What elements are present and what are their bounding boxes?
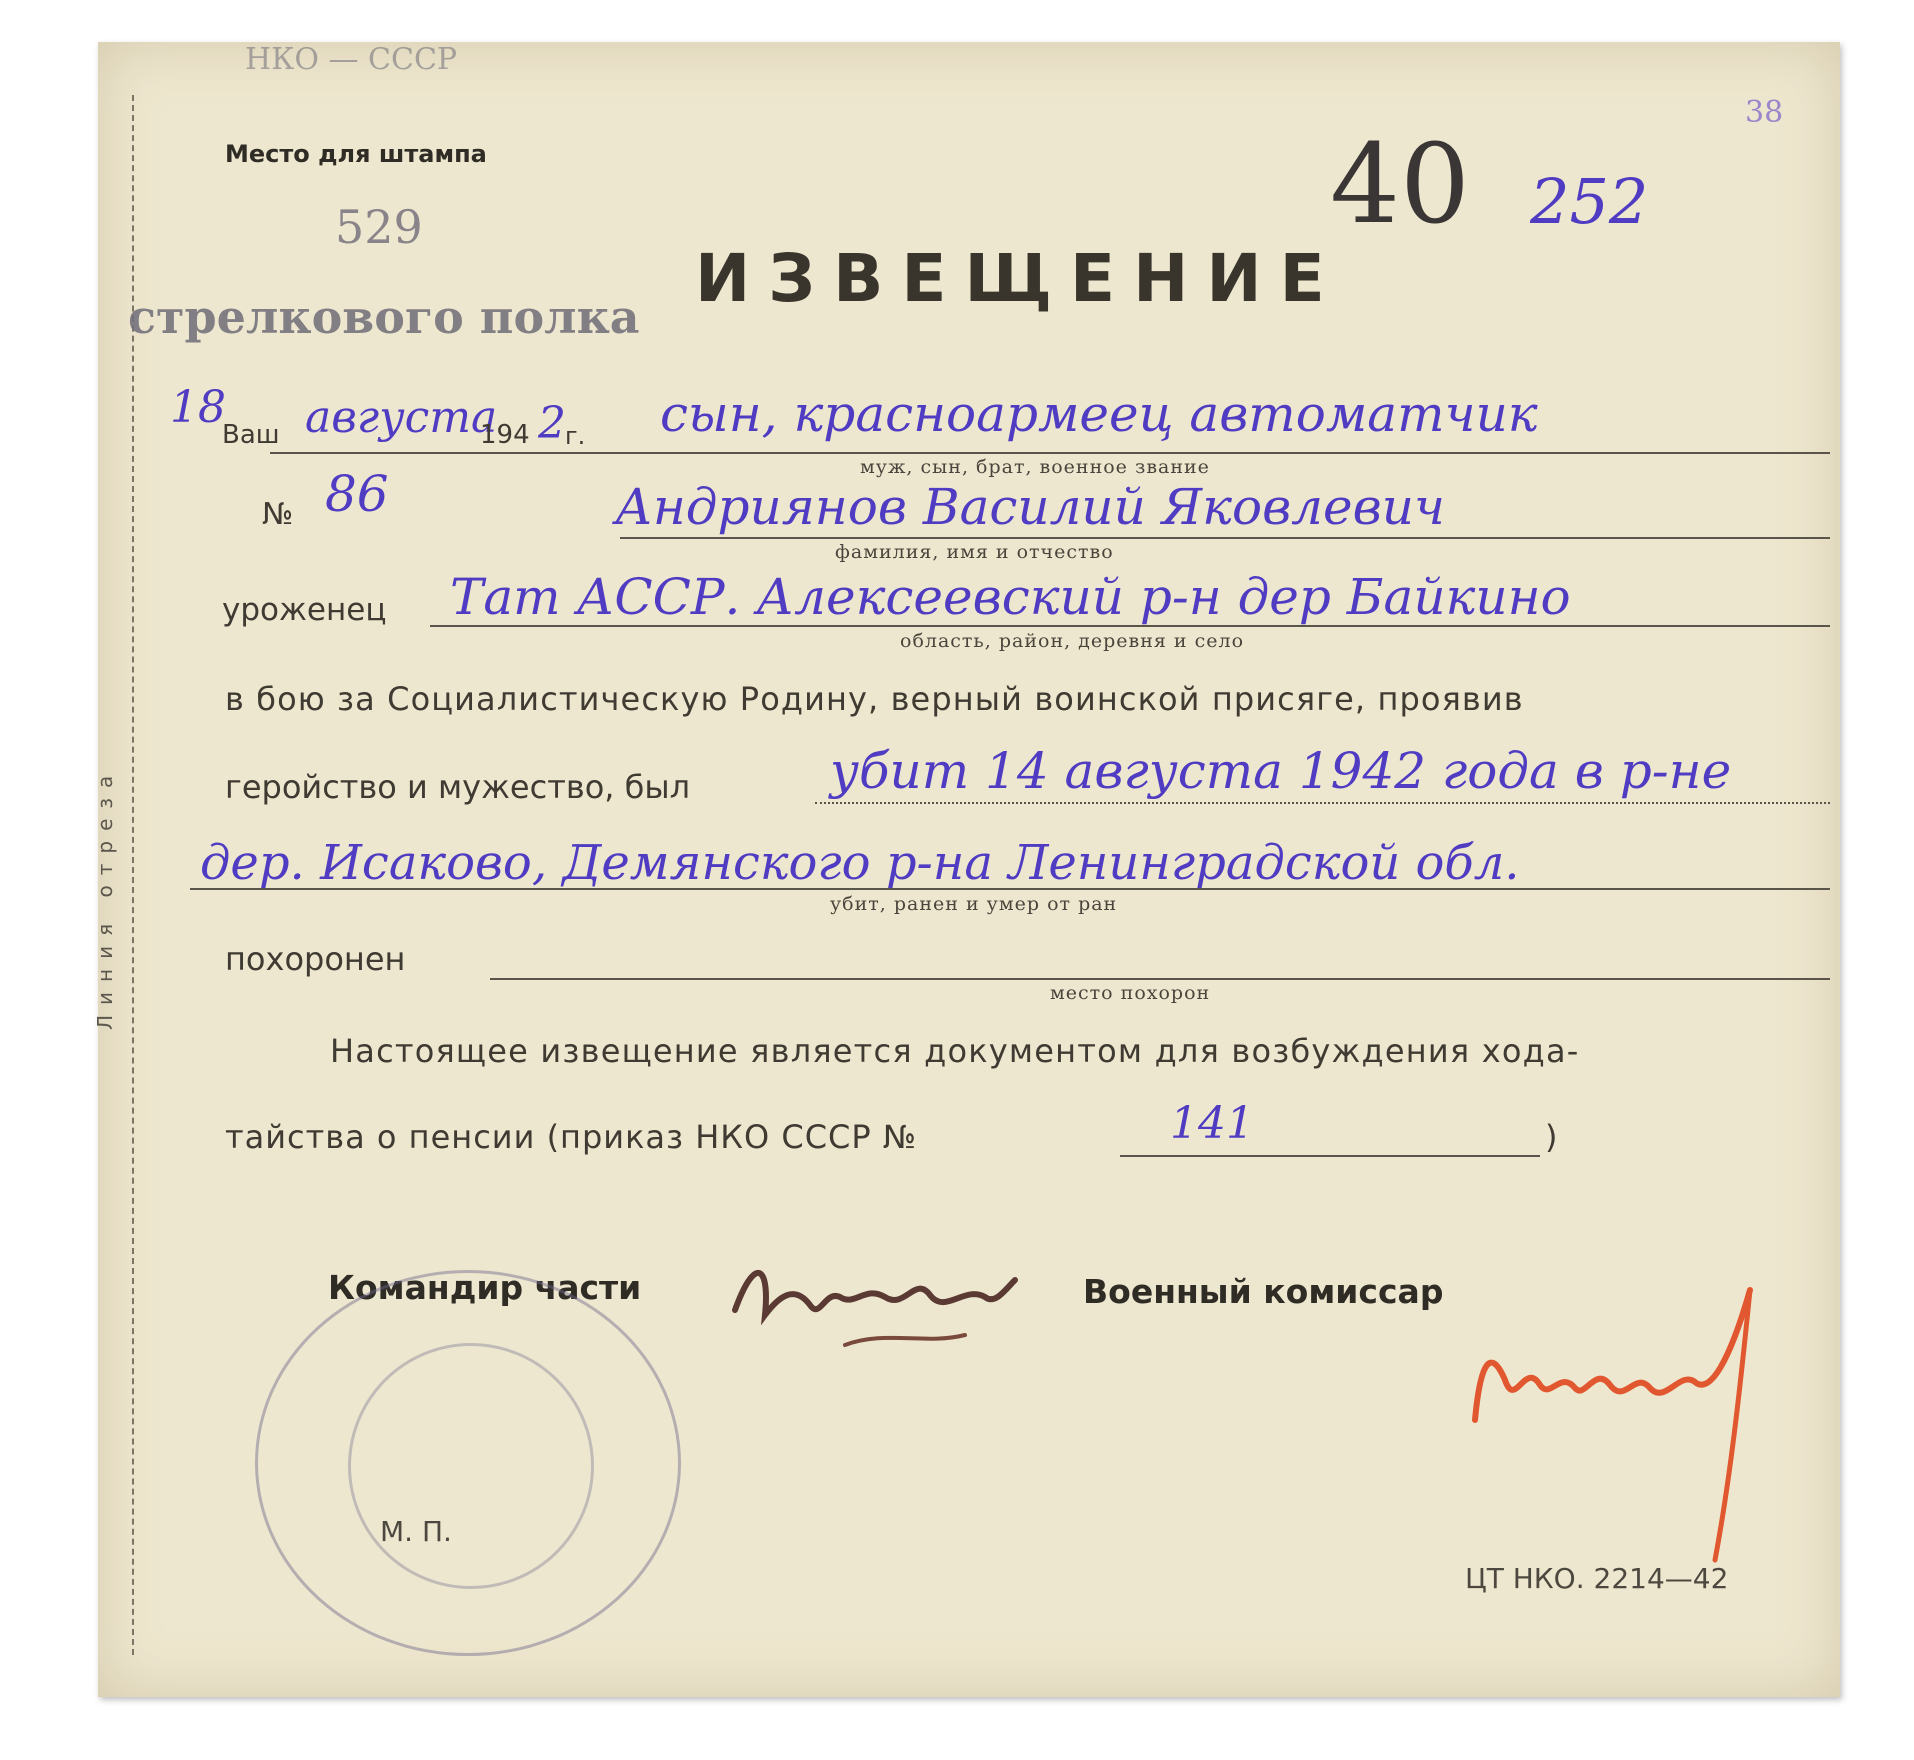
native-line bbox=[430, 625, 1830, 627]
order-number: 141 bbox=[1170, 1098, 1254, 1149]
killed-value-line2: дер. Исаково, Демянского р-на Ленинградской обл. bbox=[200, 835, 1520, 891]
notice-text-line2: тайства о пенсии (приказ НКО СССР № bbox=[225, 1118, 918, 1156]
close-paren: ) bbox=[1545, 1118, 1558, 1156]
commander-signature bbox=[725, 1235, 1025, 1365]
handwritten-number-black: 40 bbox=[1330, 120, 1470, 248]
year-suffix-label: г. bbox=[565, 422, 586, 450]
stamp-unit: стрелкового полка bbox=[128, 290, 640, 344]
killed-line1 bbox=[815, 802, 1830, 804]
unit-seal bbox=[255, 1270, 681, 1656]
stamp-place-label: Место для штампа bbox=[225, 140, 487, 168]
commander-label: Командир части bbox=[328, 1268, 642, 1307]
print-code: ЦТ НКО. 2214—42 bbox=[1465, 1562, 1729, 1595]
buried-line bbox=[490, 978, 1830, 980]
number-label: № bbox=[262, 497, 294, 532]
native-value: Тат АССР. Алексеевский р-н дер Байкино bbox=[450, 568, 1571, 626]
killed-caption: убит, ранен и умер от ран bbox=[830, 893, 1118, 915]
document-title: ИЗВЕЩЕНИЕ bbox=[695, 240, 1343, 317]
relation-line bbox=[270, 452, 1830, 454]
vash-label: Ваш bbox=[222, 420, 280, 450]
date-month: августа bbox=[305, 392, 498, 443]
buried-caption: место похорон bbox=[1050, 982, 1211, 1004]
date-day: 18 bbox=[170, 382, 226, 433]
stamp-number: 529 bbox=[335, 200, 423, 254]
archive-page-number: 38 bbox=[1745, 95, 1784, 130]
date-year-suffix: 2 bbox=[538, 398, 566, 449]
heroism-label: геройство и мужество, был bbox=[225, 768, 691, 806]
handwritten-number-blue: 252 bbox=[1530, 165, 1649, 238]
date-year-prefix: 194 bbox=[480, 420, 530, 450]
order-line bbox=[1120, 1155, 1540, 1157]
cut-line-label: Линия отреза bbox=[93, 765, 117, 1030]
buried-label: похоронен bbox=[225, 940, 406, 978]
name-line bbox=[620, 537, 1830, 539]
battle-text: в бою за Социалистическую Родину, верный воинской присяге, проявив bbox=[225, 680, 1524, 718]
name-value: Андриянов Василий Яковлевич bbox=[615, 478, 1446, 536]
notice-text-line1: Настоящее извещение является документом для возбуждения хода- bbox=[330, 1032, 1580, 1070]
number-value: 86 bbox=[325, 465, 389, 523]
stamp-top-text: НКО — СССР bbox=[245, 42, 458, 77]
killed-value-line1: убит 14 августа 1942 года в р-не bbox=[830, 742, 1732, 800]
commissar-signature bbox=[1460, 1270, 1770, 1570]
relation-value: сын, красноармеец автоматчик bbox=[660, 385, 1538, 443]
native-label: уроженец bbox=[222, 592, 387, 628]
seal-label: М. П. bbox=[380, 1515, 452, 1548]
name-caption: фамилия, имя и отчество bbox=[835, 541, 1114, 563]
relation-caption: муж, сын, брат, военное звание bbox=[860, 456, 1210, 478]
commissar-label: Военный комиссар bbox=[1083, 1272, 1444, 1311]
killed-line2 bbox=[190, 888, 1830, 890]
native-caption: область, район, деревня и село bbox=[900, 630, 1245, 652]
